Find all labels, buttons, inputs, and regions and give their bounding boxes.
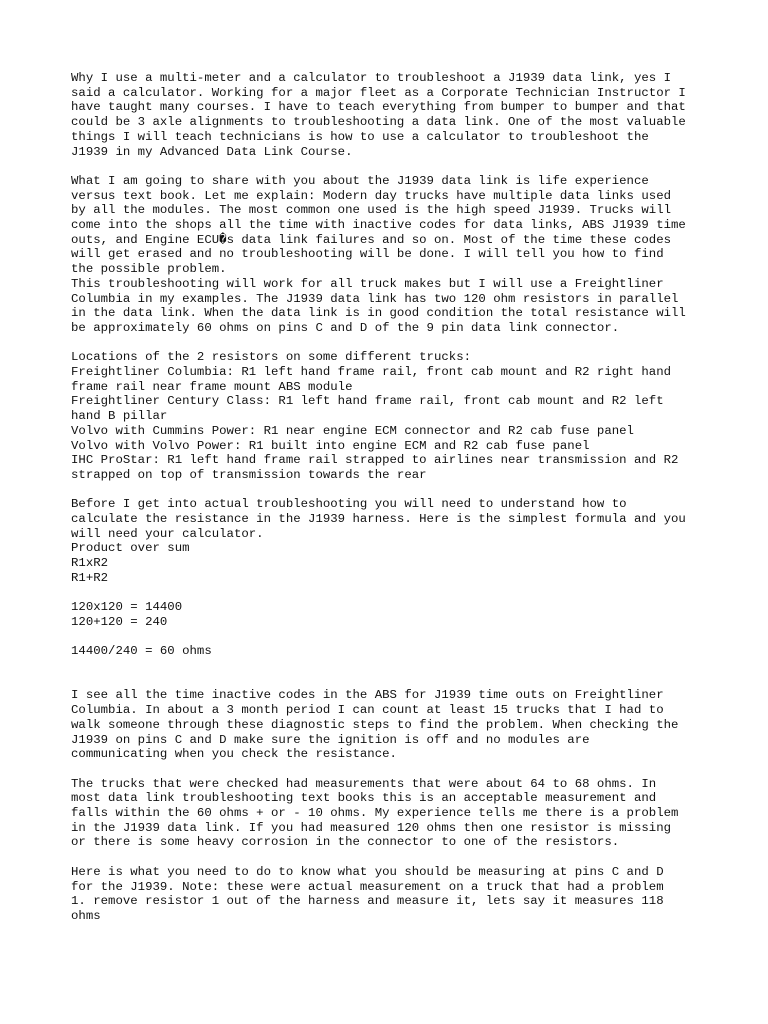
paragraph-gap — [71, 483, 711, 498]
paragraph-resistor-locations: Locations of the 2 resistors on some different trucks: Freightliner Columbia: R1 left hand frame rail, front cab mount and R2 right hand frame rail near frame mount ABS module Freightliner Century Class: R1 left hand frame rail, front cab mount and R2 left hand B pillar Volvo with Cummins Power: R1 near engine ECM connector and R2 cab fuse panel Volvo with Volvo Power: R1 built into engine ECM and R2 cab fuse panel IHC ProStar: R1 left hand frame rail strapped to airlines near transmission and R2 strapped on top of transmission towards the rear — [71, 350, 679, 482]
paragraph-gap — [71, 336, 711, 351]
paragraph-experience: What I am going to share with you about the J1939 data link is life experience versus text book. Let me explain: Modern day trucks have multiple data links used by all the modules. The most common one used is the high speed J1939. Trucks will come into the shops all the time with inactive codes for data links, ABS J1939 time outs, and Engine ECU�s data link failures and so on. Most of the time these codes will get erased and no troubleshooting will be done. I will tell you how to find the possible problem. This troubleshooting will work for all truck makes but I will use a Freightliner Columbia in my examples. The J1939 data link has two 120 ohm resistors in parallel in the data link. When the data link is in good condition the total resistance will be approximately 60 ohms on pins C and D of the 9 pin data link connector. — [71, 173, 686, 335]
paragraph-gap — [71, 850, 711, 865]
paragraph-calculation: 120x120 = 14400 120+120 = 240 — [71, 600, 183, 629]
paragraph-procedure: Here is what you need to do to know what you should be measuring at pins C and D for the J1939. Note: these were actual measurement on a truck that had a problem 1. remove resistor 1 out of the harness and measure it, lets say it measures 118 ohms — [71, 864, 664, 923]
paragraph-formula: Before I get into actual troubleshooting you will need to understand how to calculate the resistance in the J1939 harness. Here is the simplest formula and you will need your calculator. Product over sum R1xR2 R1+R2 — [71, 497, 686, 585]
paragraph-gap — [71, 159, 711, 174]
paragraph-measurements: The trucks that were checked had measurements that were about 64 to 68 ohms. In most data link troubleshooting text books this is an acceptable measurement and falls within the 60 ohms + or - 10 ohms. My experience tells me there is a problem in the J1939 data link. If you had measured 120 ohms then one resistor is missing or there is some heavy corrosion in the connector to one of the resistors. — [71, 776, 679, 850]
paragraph-gap — [71, 659, 711, 688]
paragraph-gap — [71, 586, 711, 601]
paragraph-intro: Why I use a multi-meter and a calculator to troubleshoot a J1939 data link, yes I said a calculator. Working for a major fleet as a Corporate Technician Instructor I have taught many courses. I have to teach everything from bumper to bumper and that could be 3 axle alignments to troubleshooting a data link. One of the most valuable things I will teach technicians is how to use a calculator to troubleshoot the J1939 in my Advanced Data Link Course. — [71, 71, 686, 159]
paragraph-inactive-codes: I see all the time inactive codes in the ABS for J1939 time outs on Freightliner Columbia. In about a 3 month period I can count at least 15 trucks that I had to walk someone through these diagnostic steps to find the problem. When checking the J1939 on pins C and D make sure the ignition is off and no modules are communicating when you check the resistance. — [71, 688, 679, 762]
paragraph-result: 14400/240 = 60 ohms — [71, 644, 212, 659]
paragraph-gap — [71, 630, 711, 645]
document-page — [71, 71, 711, 924]
paragraph-gap — [71, 762, 711, 777]
